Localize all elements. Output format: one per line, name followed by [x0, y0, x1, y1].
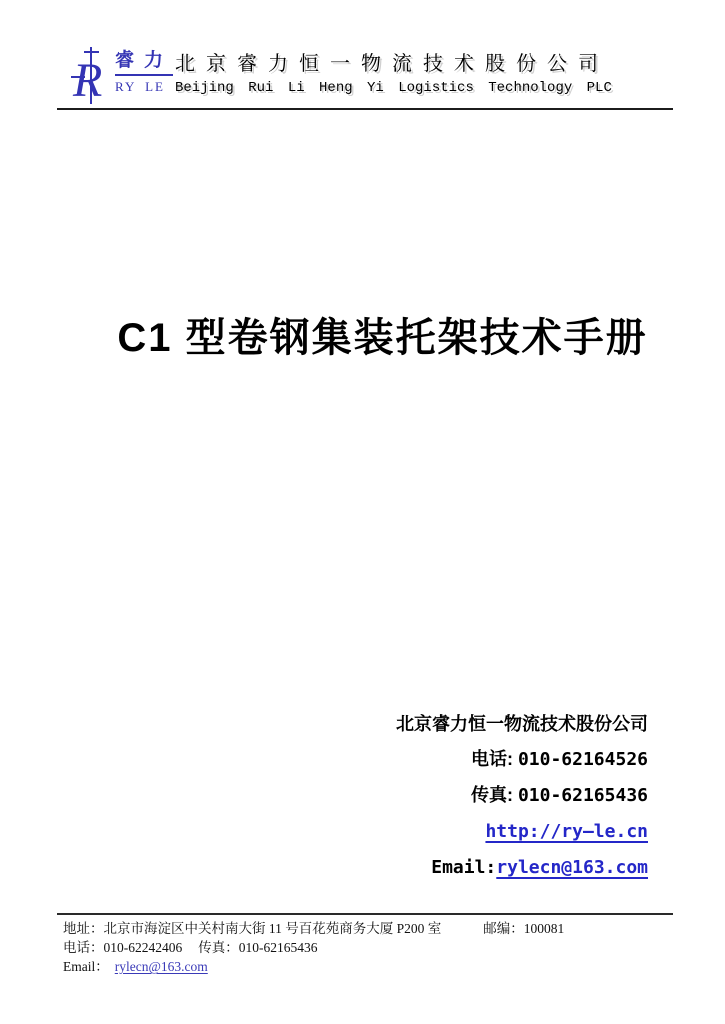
contact-website-line	[396, 820, 648, 843]
contact-company: 北京睿力恒一物流技术股份公司	[396, 714, 648, 734]
footer-phone: 电话：010-62242406	[63, 940, 183, 955]
footer-email-label: Email：	[63, 959, 109, 974]
contact-block	[396, 713, 648, 892]
contact-phone-label: 电话:	[470, 749, 518, 769]
footer-fax: 传真：010-62165436	[198, 940, 318, 955]
contact-email-label: Email:	[431, 857, 497, 878]
contact-fax-number: 010-62165436	[517, 785, 648, 806]
footer-address: 地址：北京市海淀区中关村南大街 11 号百花苑商务大厦 P200 室	[63, 921, 442, 936]
footer-address-line	[63, 919, 564, 938]
website-link[interactable]: http://ry—le.cn	[485, 821, 648, 842]
contact-phone-number: 010-62164526	[517, 749, 648, 770]
logo-text	[115, 44, 173, 95]
contact-fax-line	[396, 784, 648, 807]
company-name-en: Beijing Rui Li Heng Yi Logistics Technology PLC	[175, 80, 612, 96]
ryle-logo-icon	[70, 44, 108, 108]
footer-phone-line	[63, 938, 564, 957]
footer-email-link[interactable]: rylecn@163.com	[114, 959, 208, 974]
footer-email-line	[63, 957, 564, 976]
contact-fax-label: 传真:	[470, 785, 518, 805]
document-title: C1 型卷钢集装托架技术手册	[117, 316, 648, 360]
company-logo	[70, 44, 173, 108]
contact-phone-line	[396, 748, 648, 771]
page-footer	[63, 919, 564, 976]
footer-postcode: 邮编：100081	[483, 921, 565, 936]
contact-email-link[interactable]: rylecn@163.com	[496, 857, 648, 878]
header-divider	[57, 108, 673, 110]
logo-r-letter: R	[73, 54, 103, 107]
logo-cn-text: 睿力	[115, 51, 173, 76]
logo-en-text: RY LE	[115, 79, 165, 94]
contact-email-line	[396, 856, 648, 879]
company-names	[175, 52, 615, 97]
company-name-cn: 北京睿力恒一物流技术股份公司	[175, 53, 609, 75]
footer-divider	[57, 913, 673, 915]
